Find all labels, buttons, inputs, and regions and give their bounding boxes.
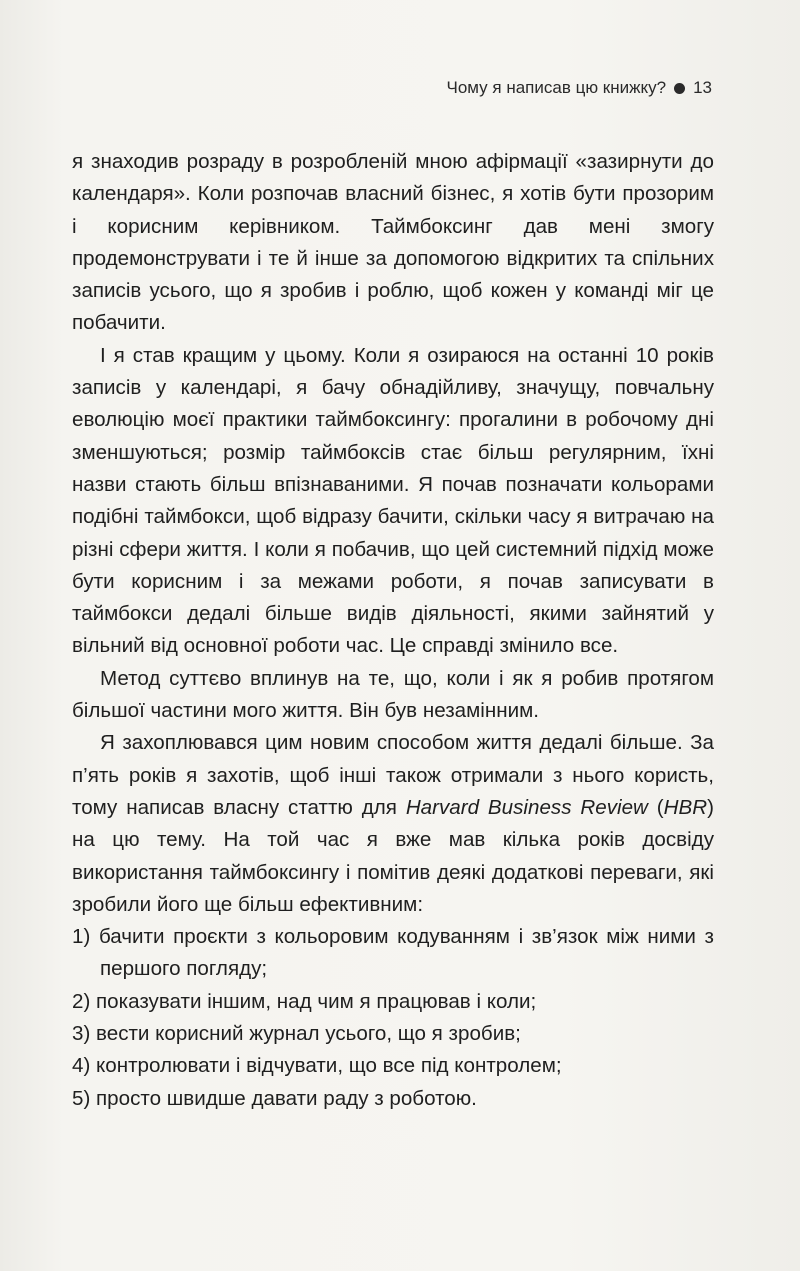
body-text bbox=[72, 146, 714, 1115]
paragraph-2: І я став кращим у цьому. Коли я озираюся на останні 10 років записів у календарі, я бачу обнадійливу, значущу, повчальну еволюцію моєї практики таймбоксингу: прогалини в робочому дні зменшуються; розмір таймбоксів стає більш регулярним, їхні назви стають більш впізнаваними. Я почав позначати кольорами подібні таймбокси, щоб відразу бачити, скільки часу я витрачаю на різні сфери життя. І коли я побачив, що цей системний підхід може бути корисним і за межами роботи, я почав записувати в таймбокси дедалі більше видів діяльності, якими зайнятий у вільний від основної роботи час. Це справді змінило все. bbox=[72, 343, 714, 658]
paragraph-3: Метод суттєво вплинув на те, що, коли і як я робив протягом більшої частини мого життя. Він був незамінним. bbox=[72, 666, 714, 723]
journal-name: Harvard Business Review bbox=[405, 795, 648, 819]
hbr-text-after: ) на цю тему. На той час я вже мав кілька років досвіду використання таймбоксингу і помітив деякі додаткові переваги, які зробили його ще більш ефективним: bbox=[72, 795, 714, 916]
paragraph-4 bbox=[72, 727, 714, 921]
list-item: 4) контролювати і відчувати, що все під контролем; bbox=[72, 1054, 562, 1078]
hbr-text-middle: ( bbox=[647, 795, 664, 819]
benefits-list bbox=[72, 921, 714, 1115]
hbr-text-before: Я захоплювався цим новим способом життя дедалі більше. За п’ять років я захотів, щоб інші також отримали з нього користь, тому написав власну статтю для bbox=[72, 731, 714, 819]
list-item: 2) показувати іншим, над чим я працював і коли; bbox=[72, 989, 537, 1013]
list-item: 1) бачити проєкти з кольоровим кодуванням і зв’язок між ними з першого погляду; bbox=[72, 925, 714, 981]
paragraph-1: я знаходив розраду в розробленій мною афірмації «зазирнути до календаря». Коли розпочав власний бізнес, я хотів бути прозорим і корисним керівником. Таймбоксинг дав мені змогу продемонструвати і те й інше за допомогою відкритих та спільних записів усього, що я зробив і роблю, щоб кожен у команді міг це побачити. bbox=[72, 150, 714, 335]
running-head bbox=[447, 78, 712, 98]
list-item: 5) просто швидше давати раду з роботою. bbox=[72, 1086, 477, 1110]
chapter-title: Чому я написав цю книжку? bbox=[446, 78, 667, 97]
list-item: 3) вести корисний журнал усього, що я зробив; bbox=[72, 1022, 521, 1046]
page-number: 13 bbox=[693, 78, 712, 97]
journal-abbr: HBR bbox=[663, 795, 708, 819]
bullet-dot-icon bbox=[674, 83, 685, 94]
